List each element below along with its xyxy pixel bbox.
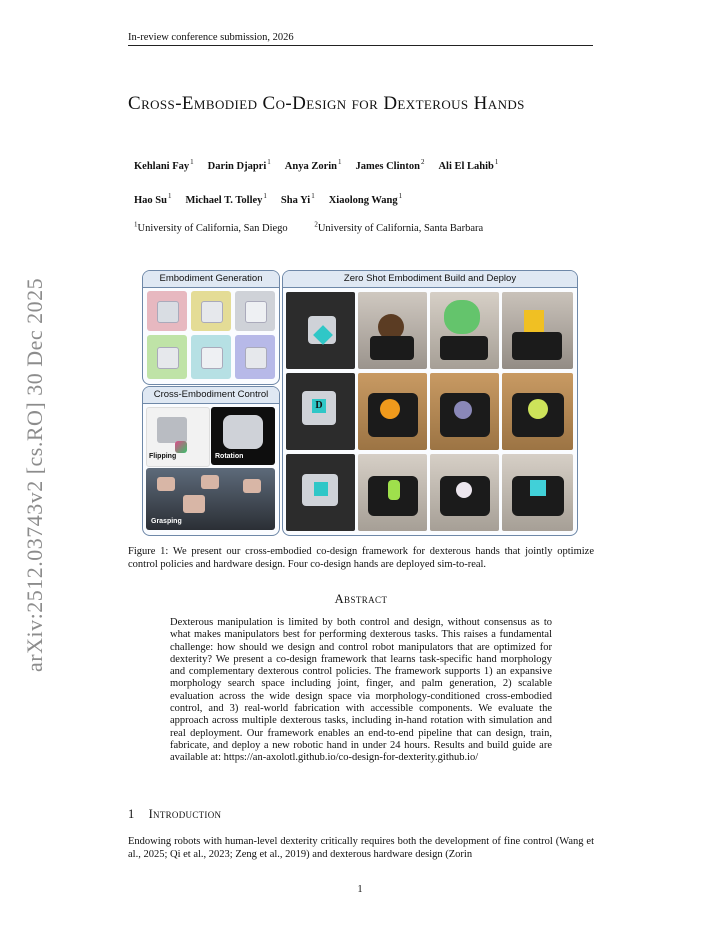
page-number: 1 <box>357 884 363 895</box>
hand-render-3 <box>245 301 267 323</box>
abstract-heading: Abstract <box>334 592 388 606</box>
sim-render-row-2: D <box>286 373 355 450</box>
real-hand-green-object <box>358 454 427 531</box>
author-list-row-2 <box>134 192 594 206</box>
real-hand-orange <box>358 373 427 450</box>
sim-render-row-1 <box>286 292 355 369</box>
grasping-hand-4 <box>183 495 205 513</box>
header-rule <box>128 45 593 46</box>
real-hand-yellow-block <box>502 292 573 369</box>
flipping-cube <box>175 441 187 453</box>
hand-render-6 <box>245 347 267 369</box>
author-name: Kehlani Fay$^1$ <box>134 158 194 172</box>
author-name: Ali El Lahib$^1$ <box>438 158 499 172</box>
real-hand-cyan-cube <box>502 454 573 531</box>
author-name: Anya Zorin$^1$ <box>284 158 342 172</box>
author-name: Hao Su$^1$ <box>134 192 172 206</box>
embodiment-generation-panel <box>142 270 280 385</box>
real-hand-plush <box>430 292 499 369</box>
hand-render-2 <box>201 301 223 323</box>
author-name: Michael T. Tolley$^1$ <box>185 192 267 206</box>
author-name: Xiaolong Wang$^1$ <box>328 192 403 206</box>
section-heading-introduction <box>128 807 221 822</box>
section-number: 1 <box>128 807 135 821</box>
grasping-hand-3 <box>243 479 261 493</box>
figure-caption: Figure 1: We present our cross-embodied co-design framework for dexterous hands that jointly optimize control policies and hardware design. Four co-design hands are deployed sim-to-real. <box>128 546 594 570</box>
cross-embodiment-control-panel <box>142 386 280 536</box>
zero-shot-deploy-title: Zero Shot Embodiment Build and Deploy <box>283 271 577 288</box>
figure-1 <box>142 270 578 536</box>
affiliations <box>134 220 594 234</box>
hand-render-4 <box>157 347 179 369</box>
grasping-hand-1 <box>157 477 175 491</box>
real-hand-tennis-ball <box>502 373 573 450</box>
real-hand-white-ball <box>430 454 499 531</box>
affiliation-1: $^1$University of California, San Diego <box>134 220 288 234</box>
rotation-label: Rotation <box>215 453 244 460</box>
running-header: In-review conference submission, 2026 <box>128 32 294 43</box>
introduction-paragraph: Endowing robots with human-level dexterity critically requires both the development of fine control (Wang et al., 2025; Qi et al., 2023; Zeng et al., 2019) and dexterous hardware design (Zorin <box>128 836 594 860</box>
grasping-hand-2 <box>201 475 219 489</box>
affiliation-2: $^2$University of California, Santa Barbara <box>314 220 484 234</box>
section-title: Introduction <box>148 807 222 821</box>
author-name: Sha Yi$^1$ <box>280 192 315 206</box>
hand-render-1 <box>157 301 179 323</box>
real-hand-pinecone <box>358 292 427 369</box>
author-name: Darin Djapri$^1$ <box>207 158 271 172</box>
abstract-text: Dexterous manipulation is limited by both control and design, without consensus as to what makes manipulators best for performing dexterous tasks. This raises a fundamental challenge: how should we design and control robot manipulators that are optimized for dexterity? We present a co-design framework that learns task-specific hand morphology and complementary dexterous control policies. The framework supports 1) an expansive morphology search space including joint, finger, and palm generation, 2) scalable evaluation across the wide design space via morphology-conditioned cross-embodied control, and 3) real-world fabrication with accessible components. We evaluate the approach across multiple dexterous tasks, including in-hand rotation with simulation and real deployment. Our framework enables an end-to-end pipeline that can design, train, fabricate, and deploy a new robotic hand in under 24 hours. Results and build guide are available at: https://an-axolotl.github.io/co-design-for-dexterity.github.io/ <box>170 617 552 764</box>
hand-render-5 <box>201 347 223 369</box>
flipping-label: Flipping <box>149 453 177 460</box>
paper-title: Cross-Embodied Co-Design for Dexterous Hands <box>128 93 525 114</box>
flipping-hand <box>157 417 187 443</box>
sim-render-row-3 <box>286 454 355 531</box>
author-list-row-1 <box>134 158 594 172</box>
cross-embodiment-control-title: Cross-Embodiment Control <box>143 387 279 404</box>
real-hand-purple-ball <box>430 373 499 450</box>
zero-shot-deploy-panel <box>282 270 578 536</box>
grasping-label: Grasping <box>151 518 182 525</box>
embodiment-generation-title: Embodiment Generation <box>143 271 279 288</box>
author-name: James Clinton$^2$ <box>355 158 425 172</box>
rotation-hand <box>223 415 263 449</box>
arxiv-identifier: arXiv:2512.03743v2 [cs.RO] 30 Dec 2025 <box>22 277 47 672</box>
